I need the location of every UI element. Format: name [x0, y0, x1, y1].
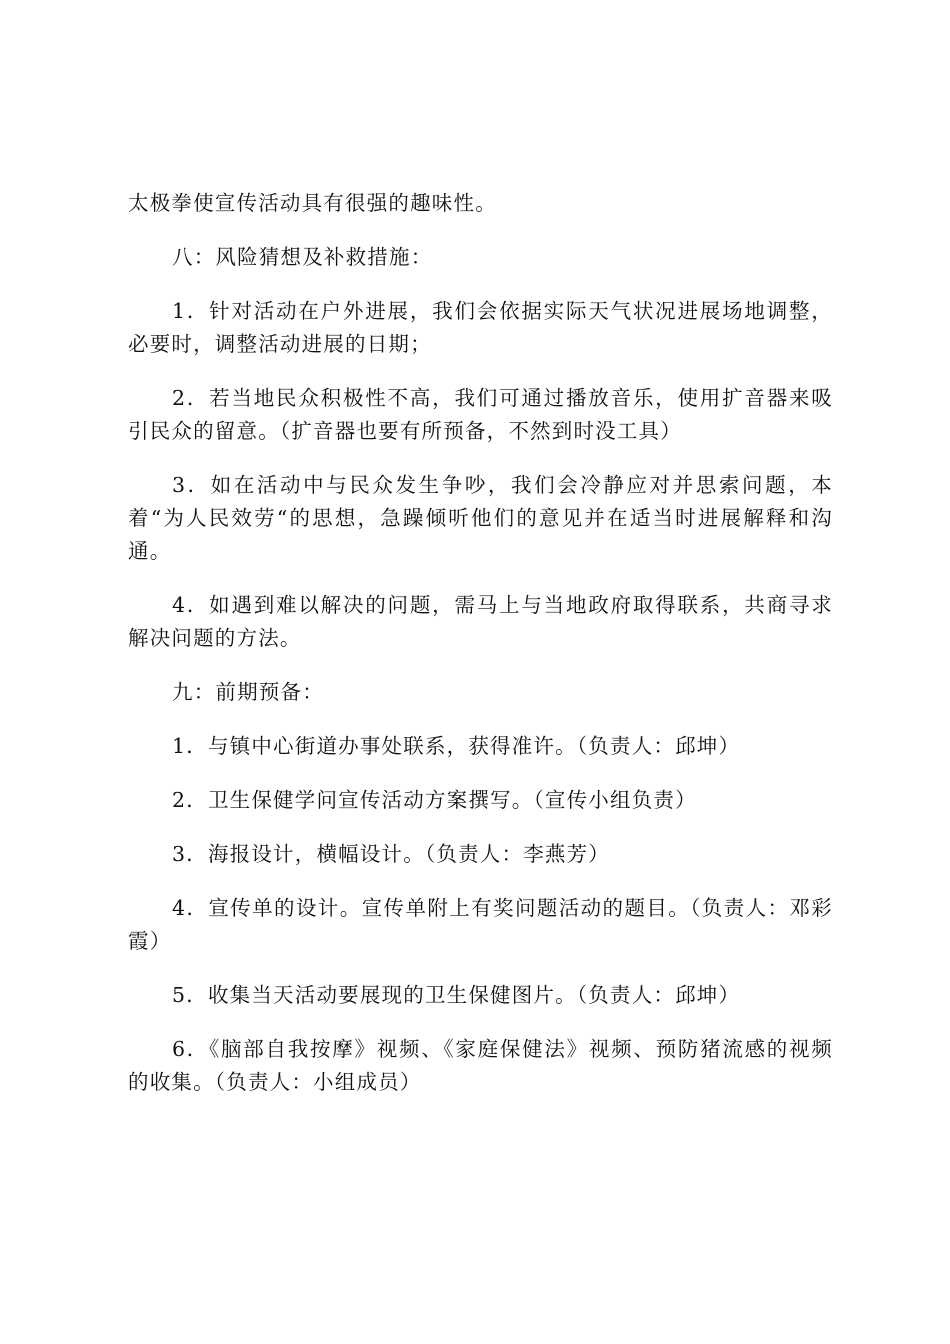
prep-item-4: 4．宣传单的设计。宣传单附上有奖问题活动的题目。（负责人：邓彩霞） — [128, 896, 833, 953]
prep-item-6: 6．《脑部自我按摩》视频、《家庭保健法》视频、预防猪流感的视频的收集。（负责人：小组成员） — [128, 1037, 833, 1094]
risk-item-4: 4．如遇到难以解决的问题，需马上与当地政府取得联系，共商寻求解决问题的方法。 — [128, 593, 833, 650]
prep-item-5: 5．收集当天活动要展现的卫生保健图片。（负责人：邱坤） — [172, 983, 741, 1007]
document-body — [128, 187, 833, 1120]
section-heading-risk-measures: 八：风险猜想及补救措施： — [172, 245, 433, 269]
risk-item-3: 3．如在活动中与民众发生争吵，我们会冷静应对并思索问题，本着“为人民效劳“的思想，急躁倾听他们的意见并在适当时进展解释和沟通。 — [128, 473, 833, 563]
risk-item-1: 1．针对活动在户外进展，我们会依据实际天气状况进展场地调整，必要时，调整活动进展的日期； — [128, 299, 833, 356]
risk-item-2: 2．若当地民众积极性不高，我们可通过播放音乐，使用扩音器来吸引民众的留意。（扩音器也要有所预备，不然到时没工具） — [128, 386, 833, 443]
prep-item-1: 1．与镇中心街道办事处联系，获得准许。（负责人：邱坤） — [172, 734, 741, 758]
prep-item-3: 3．海报设计，横幅设计。（负责人：李燕芳） — [172, 842, 610, 866]
prep-item-2: 2．卫生保健学问宣传活动方案撰写。（宣传小组负责） — [172, 788, 697, 812]
section-heading-preparation: 九：前期预备： — [172, 680, 324, 704]
paragraph-continuation: 太极拳使宣传活动具有很强的趣味性。 — [128, 191, 497, 215]
